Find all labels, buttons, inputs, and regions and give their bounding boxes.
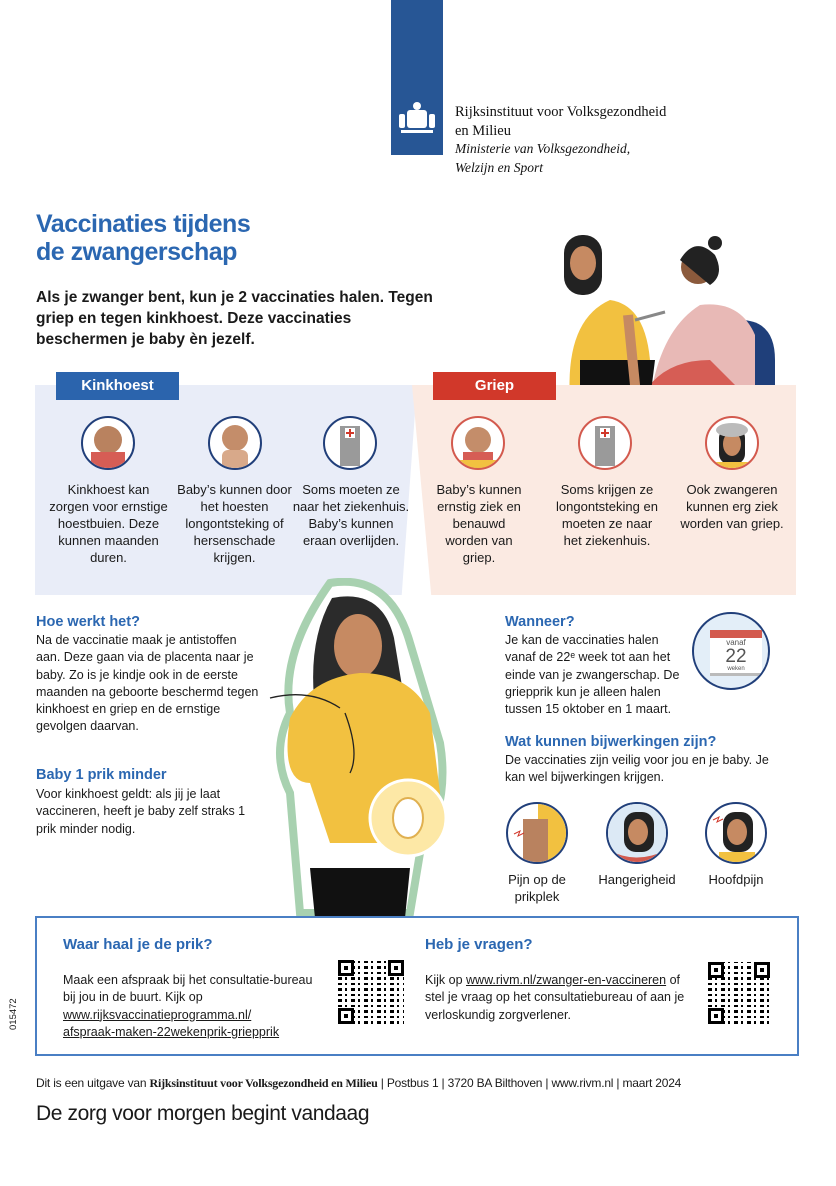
griep-caption: Baby’s kunnen ernstig ziek en benauwd worden van griep. <box>436 482 522 565</box>
qr-code-vragen[interactable] <box>708 962 770 1024</box>
vaccination-illustration <box>540 225 780 400</box>
coughing-baby-icon <box>81 416 135 470</box>
footer-suffix: | Postbus 1 | 3720 BA Bilthoven | www.rivm.nl | maart 2024 <box>380 1076 682 1090</box>
rvp-link-continued[interactable]: afspraak-maken-22wekenprik-griepprik <box>63 1024 280 1039</box>
kinkhoest-caption: Soms moeten ze naar het ziekenhuis. Baby’s kunnen eraan overlijden. <box>292 482 410 548</box>
kinkhoest-label: Kinkhoest <box>56 372 179 400</box>
rijksoverheid-logo <box>391 0 443 155</box>
kinkhoest-caption: Kinkhoest kan zorgen voor ernstige hoestbuien. Deze kunnen maanden duren. <box>49 482 168 565</box>
drowsy-icon <box>606 802 668 864</box>
ministry-line: Welzijn en Sport <box>455 159 544 175</box>
title-line: Vaccinaties tijdens <box>36 210 251 238</box>
injection-pain-icon <box>506 802 568 864</box>
bijwerkingen-heading: Wat kunnen bijwerkingen zijn? <box>505 734 717 750</box>
sick-woman-icon <box>705 416 759 470</box>
hoe-text: Na de vaccinatie maak je antistoffen aan. Deze gaan via de placenta naar je baby. Zo is je kindje ook in de eerste maanden na geboorte beschermd tegen kinkhoest en griep en de ernstige gevolgen daarvan. <box>36 633 259 734</box>
org-line: Rijksinstituut voor Volksgezondheid <box>455 104 667 120</box>
document-code: 015472 <box>8 998 19 1030</box>
waar-text <box>63 972 325 1041</box>
side-effect-label: Hangerigheid <box>598 872 676 887</box>
intro-text: Als je zwanger bent, kun je 2 vaccinaties halen. Tegen griep en tegen kinkhoest. Deze vaccinaties beschermen je baby èn jezelf. <box>36 289 433 348</box>
prik-heading: Baby 1 prik minder <box>36 767 167 783</box>
organization-name <box>455 103 666 177</box>
calendar-icon <box>692 612 770 690</box>
calendar-number: 22 <box>725 646 747 667</box>
waar-body: Maak een afspraak bij het consultatie-bureau bij jou in de buurt. Kijk op <box>63 973 313 1005</box>
side-effect-label: Hoofdpijn <box>708 872 764 887</box>
calendar-header <box>710 630 762 638</box>
tagline: De zorg voor morgen begint vandaag <box>36 1102 370 1125</box>
rivm-link[interactable]: www.rivm.nl/zwanger-en-vaccineren <box>466 973 667 987</box>
bijwerkingen-text: De vaccinaties zijn veilig voor jou en je baby. Je kan wel bijwerkingen krijgen. <box>505 753 769 785</box>
footer-colophon <box>36 1076 681 1091</box>
vragen-body: of stel je vraag op het consultatiebureau of aan je verloskundig zorgverlener. <box>425 973 685 1022</box>
wanneer-text: Je kan de vaccinaties halen vanaf de 22ᵉ week tot aan het einde van je zwangerschap. De griepprik kun je alleen halen tussen 15 oktober en 1 maart. <box>505 633 680 717</box>
wanneer-heading: Wanneer? <box>505 614 575 630</box>
vragen-heading: Heb je vragen? <box>425 936 533 953</box>
crest-icon <box>391 0 443 155</box>
calendar-bottom: weken <box>727 666 745 672</box>
calendar-top: vanaf <box>726 638 746 647</box>
griep-caption: Soms krijgen ze longontsteking en moeten ze naar het ziekenhuis. <box>556 482 658 548</box>
side-effect-label: Pijn op de prikplek <box>508 872 566 904</box>
org-line: en Milieu <box>455 122 511 139</box>
footer-org: Rijksinstituut voor Volksgezondheid en Milieu <box>149 1076 378 1090</box>
headache-icon <box>705 802 767 864</box>
sick-baby-icon <box>451 416 505 470</box>
vragen-prefix: Kijk op <box>425 973 463 987</box>
griep-caption: Ook zwangeren kunnen erg ziek worden van griep. <box>680 482 784 531</box>
griep-label: Griep <box>433 372 556 400</box>
title-line: de zwangerschap <box>36 238 237 266</box>
hospital-icon <box>578 416 632 470</box>
kinkhoest-caption: Baby’s kunnen door het hoesten longontsteking of hersenschade krijgen. <box>177 482 292 565</box>
rvp-link[interactable]: www.rijksvaccinatieprogramma.nl/ <box>63 1007 252 1022</box>
qr-code-afspraak[interactable] <box>338 960 404 1024</box>
page-title <box>36 210 250 266</box>
waar-heading: Waar haal je de prik? <box>63 936 213 953</box>
vragen-text <box>425 972 700 1024</box>
ministry-line: Ministerie van Volksgezondheid, <box>455 141 631 156</box>
calendar-page <box>710 630 762 676</box>
pregnant-woman-illustration <box>240 578 455 918</box>
hospital-icon <box>323 416 377 470</box>
prik-text: Voor kinkhoest geldt: als jij je laat vaccineren, heeft je baby zelf straks 1 prik minder nodig. <box>36 787 246 836</box>
hoe-heading: Hoe werkt het? <box>36 614 140 630</box>
footer-prefix: Dit is een uitgave van <box>36 1076 147 1090</box>
baby-icon <box>208 416 262 470</box>
